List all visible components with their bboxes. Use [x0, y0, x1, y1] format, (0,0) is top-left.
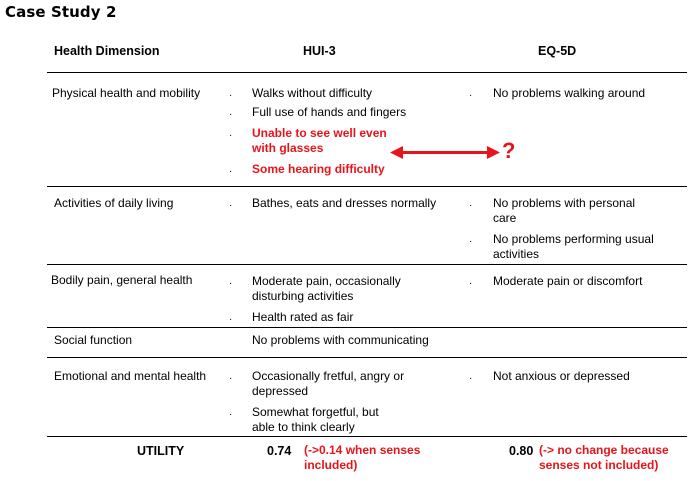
hui3-physical-item-4: Some hearing difficulty	[252, 162, 385, 176]
bullet: ·	[469, 278, 473, 289]
bullet: ·	[469, 236, 473, 247]
eq5d-emotional-item-1: Not anxious or depressed	[493, 369, 630, 383]
eq5d-pain-item-1: Moderate pain or discomfort	[493, 274, 643, 288]
rule-5	[47, 436, 687, 437]
dimension-physical: Physical health and mobility	[52, 86, 201, 100]
bullet: ·	[469, 90, 473, 101]
hui3-pain-item-2: Health rated as fair	[252, 310, 354, 324]
rule-1	[47, 186, 687, 187]
bullet: ·	[229, 200, 233, 211]
hui3-pain-item-1: Moderate pain, occasionally disturbing activities	[252, 274, 401, 303]
hui3-emotional-item-1: Occasionally fretful, angry or depressed	[252, 369, 405, 398]
dimension-pain: Bodily pain, general health	[51, 273, 193, 287]
bullet: ·	[229, 109, 233, 120]
rule-4	[47, 357, 687, 358]
eq5d-utility-note: (-> no change because senses not included)	[539, 443, 669, 472]
eq5d-physical-item-1: No problems walking around	[493, 86, 646, 100]
rule-2	[47, 264, 687, 265]
bullet: ·	[469, 200, 473, 211]
hui3-emotional-item-2: Somewhat forgetful, but able to think clearly	[252, 405, 379, 434]
question-mark: ?	[502, 138, 516, 163]
bullet: ·	[469, 373, 473, 384]
hui3-daily-item-1: Bathes, eats and dresses normally	[252, 196, 437, 210]
hui3-physical-item-1: Walks without difficulty	[252, 86, 373, 100]
header-hui3: HUI-3	[303, 44, 336, 58]
bullet: ·	[229, 90, 233, 101]
bullet: ·	[229, 314, 233, 325]
dimension-social: Social function	[54, 333, 133, 347]
bullet: ·	[229, 409, 233, 420]
hui3-utility-note: (->0.14 when senses included)	[304, 443, 421, 472]
dimension-daily: Activities of daily living	[54, 196, 174, 210]
header-health-dimension: Health Dimension	[54, 44, 160, 58]
rule-header	[47, 72, 687, 73]
page-title: Case Study 2	[5, 3, 117, 21]
rule-3	[47, 327, 687, 328]
hui3-social-item-1: No problems with communicating	[252, 333, 429, 347]
bullet: ·	[229, 278, 233, 289]
eq5d-daily-item-2: No problems performing usual activities	[493, 232, 654, 261]
hui3-utility-value: 0.74	[267, 444, 292, 458]
bullet: ·	[229, 130, 233, 141]
bullet: ·	[229, 373, 233, 384]
bullet: ·	[229, 166, 233, 177]
header-eq5d: EQ-5D	[538, 44, 577, 58]
double-arrow-icon	[390, 143, 500, 163]
utility-label: UTILITY	[137, 444, 185, 458]
eq5d-daily-item-1: No problems with personal care	[493, 196, 636, 225]
hui3-physical-item-3: Unable to see well even with glasses	[252, 126, 387, 155]
eq5d-utility-value: 0.80	[509, 444, 534, 458]
dimension-emotional: Emotional and mental health	[54, 369, 207, 383]
hui3-physical-item-2: Full use of hands and fingers	[252, 105, 407, 119]
